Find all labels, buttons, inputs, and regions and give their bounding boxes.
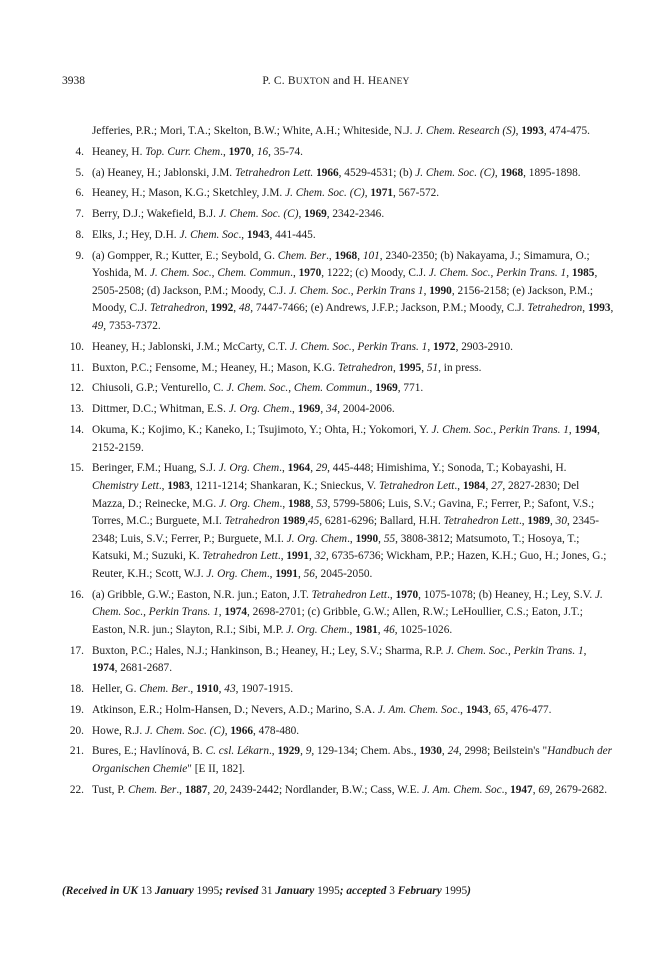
reference-text: Chiusoli, G.P.; Venturello, C. J. Chem. Soc., Chem. Commun., 1969, 771.	[92, 382, 424, 395]
reference-text: Buxton, P.C.; Hales, N.J.; Hankinson, B.; Heaney, H.; Ley, S.V.; Sharma, R.P. J. Chem. Soc., Perkin Trans. 1, 1974, 2681-2687.	[92, 644, 587, 675]
reference-number: 17.	[69, 644, 84, 657]
reference-number: 18.	[69, 683, 84, 696]
reference-number: 10.	[69, 340, 84, 353]
reference-item	[62, 422, 614, 457]
reference-number: 7.	[75, 208, 84, 221]
reference-text: Okuma, K.; Kojimo, K.; Kaneko, I.; Tsujimoto, Y.; Ohta, H.; Yokomori, Y. J. Chem. Soc., Perkin Trans. 1, 1994, 2152-2159.	[92, 423, 600, 454]
reference-list	[62, 123, 614, 799]
reference-text: Buxton, P.C.; Fensome, M.; Heaney, H.; Mason, K.G. Tetrahedron, 1995, 51, in press.	[92, 361, 482, 374]
reference-number: 11.	[70, 361, 84, 374]
reference-text: Heaney, H. Top. Curr. Chem., 1970, 16, 35-74.	[92, 145, 304, 158]
reference-text: Beringer, F.M.; Huang, S.J. J. Org. Chem., 1964, 29, 445-448; Himishima, Y.; Sonoda, T.; Kobayashi, H. Chemistry Lett., 1983, 1211-1214; Shankaran, K.; Snieckus, V. Tetrahedron Lett., 1984, 27, 2827-2830; Del Mazza, D.; Reinecke, M.G. J. Org. Chem., 1988, 53, 5799-5806; Luis, S.V.; Gavina, F.; Ferrer, P.; Safont, V.S.; Torres, M.C.; Burguete, M.I. Tetrahedron 1989,45, 6281-6296; Ballard, H.H. Tetrahedron Lett., 1989, 30, 2345-2348; Luis, S.V.; Ferrer, P.; Burguete, M.I. J. Org. Chem., 1990, 55, 3808-3812; Matsumoto, T.; Hosoya, T.; Katsuki, M.; Suzuki, K. Tetrahedron Lett., 1991, 32, 6735-6736; Wickham, P.P.; Hazen, K.H.; Guo, H.; Jones, G.; Reuter, K.H.; Scott, W.J. J. Org. Chem., 1991, 56, 2045-2050.	[92, 462, 607, 580]
reference-item	[62, 743, 614, 778]
reference-number: 13.	[69, 403, 84, 416]
reference-item	[62, 360, 614, 378]
reference-item	[62, 460, 614, 583]
reference-item	[62, 206, 614, 224]
reference-number: 8.	[75, 228, 84, 241]
reference-item	[62, 339, 614, 357]
reference-item	[62, 723, 614, 741]
reference-item	[62, 165, 614, 183]
reference-number: 19.	[69, 703, 84, 716]
reference-text: Dittmer, D.C.; Whitman, E.S. J. Org. Chem., 1969, 34, 2004-2006.	[92, 403, 395, 416]
reference-item	[62, 144, 614, 162]
reference-item	[62, 681, 614, 699]
reference-number: 14.	[69, 423, 84, 436]
reference-item	[62, 185, 614, 203]
reference-number: 9.	[75, 249, 84, 262]
reference-number: 6.	[75, 187, 84, 200]
reference-item	[62, 643, 614, 678]
reference-number: 15.	[69, 462, 84, 475]
reference-text: Atkinson, E.R.; Holm-Hansen, D.; Nevers, A.D.; Marino, S.A. J. Am. Chem. Soc., 1943, 65, 476-477.	[92, 703, 552, 716]
reference-number: 4.	[75, 145, 84, 158]
reference-number: 5.	[75, 166, 84, 179]
reference-item	[62, 248, 614, 336]
reference-number: 21.	[69, 745, 84, 758]
reference-text: Heller, G. Chem. Ber., 1910, 43, 1907-1915.	[92, 683, 294, 696]
reference-text: Tust, P. Chem. Ber., 1887, 20, 2439-2442; Nordlander, B.W.; Cass, W.E. J. Am. Chem. Soc., 1947, 69, 2679-2682.	[92, 783, 608, 796]
reference-item	[62, 782, 614, 800]
reference-text: Berry, D.J.; Wakefield, B.J. J. Chem. Soc. (C), 1969, 2342-2346.	[92, 208, 385, 221]
reference-number: 16.	[69, 588, 84, 601]
reference-text: Bures, E.; Havlínová, B. C. csl. Lékarn., 1929, 9, 129-134; Chem. Abs., 1930, 24, 2998; Beilstein's "Handbuch der Organischen Chemie" [E II, 182].	[92, 745, 613, 775]
reference-text: Jefferies, P.R.; Mori, T.A.; Skelton, B.W.; White, A.H.; Whiteside, N.J. J. Chem. Research (S), 1993, 474-475.	[92, 125, 590, 137]
running-header	[62, 75, 610, 91]
reference-item	[62, 380, 614, 398]
reference-number: 22.	[69, 783, 84, 796]
reference-text: Howe, R.J. J. Chem. Soc. (C), 1966, 478-480.	[92, 724, 300, 737]
received-line: (Received in UK 13 January 1995; revised 31 January 1995; accepted 3 February 1995)	[62, 885, 471, 897]
running-head: P. C. BUXTON and H. HEANEY	[262, 75, 410, 87]
reference-number: 12.	[69, 382, 84, 395]
reference-item	[62, 227, 614, 245]
reference-item	[62, 123, 614, 141]
reference-text: Heaney, H.; Mason, K.G.; Sketchley, J.M. J. Chem. Soc. (C), 1971, 567-572.	[92, 187, 440, 200]
page-number: 3938	[62, 75, 85, 87]
reference-text: Heaney, H.; Jablonski, J.M.; McCarty, C.T. J. Chem. Soc., Perkin Trans. 1, 1972, 2903-2910.	[92, 340, 514, 353]
reference-text: Elks, J.; Hey, D.H. J. Chem. Soc., 1943, 441-445.	[92, 228, 316, 241]
reference-text: (a) Gompper, R.; Kutter, E.; Seybold, G. Chem. Ber., 1968, 101, 2340-2350; (b) Nakayama, J.; Simamura, O.; Yoshida, M. J. Chem. Soc., Chem. Commun., 1970, 1222; (c) Moody, C.J. J. Chem. Soc., Perkin Trans. 1, 1985, 2505-2508; (d) Jackson, P.M.; Moody, C.J. J. Chem. Soc., Perkin Trans 1, 1990, 2156-2158; (e) Jackson, P.M.; Moody, C.J. Tetrahedron, 1992, 48, 7447-7466; (e) Andrews, J.F.P.; Jackson, P.M.; Moody, C.J. Tetrahedron, 1993, 49, 7353-7372.	[92, 249, 614, 333]
reference-text: (a) Heaney, H.; Jablonski, J.M. Tetrahedron Lett. 1966, 4529-4531; (b) J. Chem. Soc. (C), 1968, 1895-1898.	[92, 166, 581, 179]
reference-item	[62, 702, 614, 720]
reference-item	[62, 401, 614, 419]
reference-text: (a) Gribble, G.W.; Easton, N.R. jun.; Eaton, J.T. Tetrahedron Lett., 1970, 1075-1078; (b) Heaney, H.; Ley, S.V. J. Chem. Soc., Perkin Trans. 1, 1974, 2698-2701; (c) Gribble, G.W.; Allen, R.W.; LeHoullier, C.S.; Eaton, J.T.; Easton, N.R. jun.; Slayton, R.I.; Sibi, M.P. J. Org. Chem., 1981, 46, 1025-1026.	[92, 588, 603, 636]
reference-number: 20.	[69, 724, 84, 737]
reference-item	[62, 587, 614, 640]
